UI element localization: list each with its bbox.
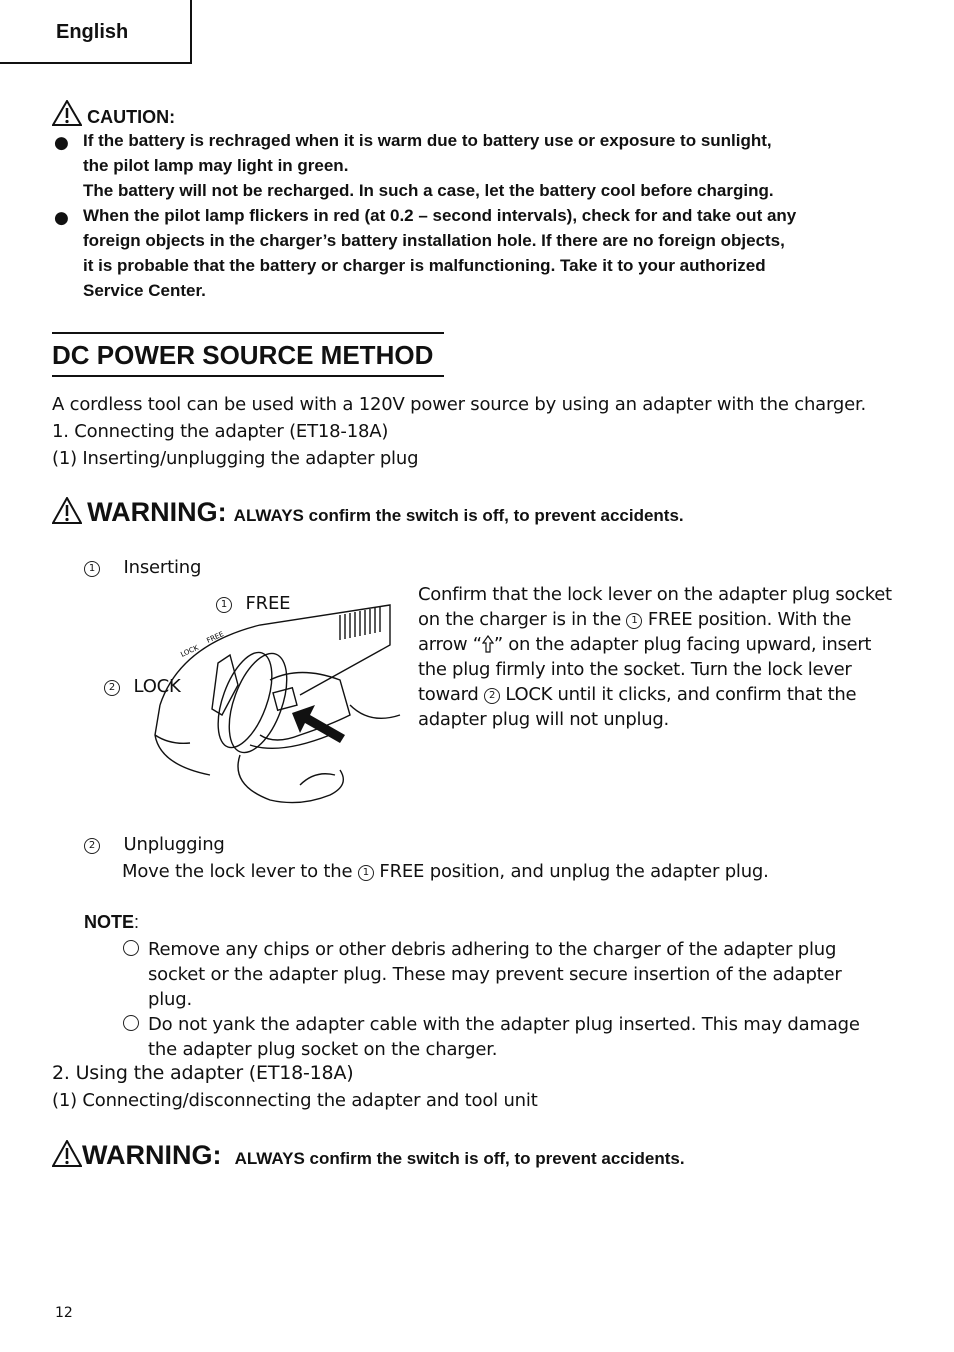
- caution-item-1: [83, 128, 918, 203]
- caution-line: The battery will not be recharged. In such a case, let the battery cool before charging.: [83, 181, 774, 200]
- note-line: the adapter plug socket on the charger.: [148, 1039, 498, 1060]
- warning-text: ALWAYS confirm the switch is off, to prevent accidents.: [234, 1149, 685, 1168]
- circled-number-2: 2: [484, 688, 500, 704]
- warning-text: ALWAYS confirm the switch is off, to prevent accidents.: [233, 506, 684, 525]
- step-1-subheading: (1) Inserting/unplugging the adapter plug: [52, 448, 419, 469]
- bullet-icon: ●: [54, 208, 69, 228]
- step-1-heading: 1. Connecting the adapter (ET18-18A): [52, 421, 389, 442]
- step-2-subheading: (1) Connecting/disconnecting the adapter and tool unit: [52, 1090, 538, 1111]
- figure-lock-callout: [104, 676, 181, 697]
- up-arrow-icon: [482, 635, 494, 653]
- inserting-label: Inserting: [123, 557, 202, 578]
- note-heading: NOTE:: [84, 912, 140, 932]
- lock-label: LOCK: [133, 676, 181, 697]
- hollow-bullet-icon: [123, 1015, 139, 1034]
- caution-line: the pilot lamp may light in green.: [83, 156, 349, 175]
- warning-triangle-icon: [52, 100, 82, 126]
- ring-free-label: FREE: [205, 630, 225, 645]
- note-item-1: [148, 937, 842, 1012]
- caution-line: When the pilot lamp flickers in red (at 0.2 – second intervals), check for and take out any: [83, 206, 797, 225]
- caution-label: CAUTION:: [87, 107, 176, 127]
- section-title: DC POWER SOURCE METHOD: [52, 332, 444, 377]
- caution-line: If the battery is rechraged when it is warm due to battery use or exposure to sunlight,: [83, 131, 772, 150]
- language-tab: [0, 0, 192, 64]
- paragraph-line: [418, 632, 914, 657]
- note-label: NOTE: [84, 912, 135, 932]
- warning-2: [52, 1140, 685, 1171]
- circled-number-1: 1: [84, 561, 100, 577]
- caution-item-2: [83, 203, 918, 303]
- text: FREE position, and unplug the adapter plug.: [373, 861, 769, 882]
- language-label: English: [56, 21, 129, 43]
- paragraph-line: [418, 682, 914, 707]
- adapter-plug-figure: [100, 585, 410, 815]
- charger-illustration: [100, 585, 410, 815]
- free-label: FREE: [245, 593, 291, 614]
- circled-number-1: 1: [358, 865, 374, 881]
- ring-lock-label: LOCK: [179, 643, 200, 659]
- page-number: 12: [55, 1305, 73, 1321]
- text: toward: [418, 684, 484, 705]
- circled-number-2: 2: [84, 838, 100, 854]
- unplugging-heading: [84, 834, 225, 855]
- text: LOCK until it clicks, and confirm that the: [499, 684, 857, 705]
- paragraph-line: [418, 607, 914, 632]
- paragraph-line: Confirm that the lock lever on the adapter plug socket: [418, 584, 892, 605]
- note-line: Do not yank the adapter cable with the adapter plug inserted. This may damage: [148, 1014, 860, 1035]
- unplugging-text: [122, 861, 769, 882]
- hollow-bullet-icon: [123, 940, 139, 959]
- note-line: plug.: [148, 989, 192, 1010]
- note-line: socket or the adapter plug. These may prevent secure insertion of the adapter: [148, 964, 842, 985]
- bullet-icon: ●: [54, 133, 69, 153]
- caution-heading: [52, 100, 175, 130]
- caution-line: foreign objects in the charger’s battery installation hole. If there are no foreign objects,: [83, 231, 785, 250]
- paragraph-line: adapter plug will not unplug.: [418, 709, 669, 730]
- warning-label: WARNING:: [87, 497, 227, 527]
- warning-1: [52, 497, 684, 528]
- note-line: Remove any chips or other debris adhering to the charger of the adapter plug: [148, 939, 837, 960]
- text: ” on the adapter plug facing upward, insert: [493, 634, 872, 655]
- circled-number-2: 2: [104, 680, 120, 696]
- figure-free-callout: [216, 593, 290, 614]
- inserting-heading: [84, 557, 201, 578]
- warning-triangle-icon: [52, 1140, 82, 1167]
- step-2-heading: 2. Using the adapter (ET18-18A): [52, 1062, 354, 1084]
- inserting-paragraph: [418, 582, 914, 732]
- paragraph-line: the plug firmly into the socket. Turn the lock lever: [418, 659, 852, 680]
- caution-line: Service Center.: [83, 281, 206, 300]
- unplugging-label: Unplugging: [123, 834, 225, 855]
- note-item-2: [148, 1012, 860, 1062]
- section-intro: A cordless tool can be used with a 120V power source by using an adapter with the charger.: [52, 394, 867, 415]
- text: on the charger is in the: [418, 609, 627, 630]
- circled-number-1: 1: [626, 613, 642, 629]
- text: FREE position. With the: [642, 609, 852, 630]
- caution-line: it is probable that the battery or charger is malfunctioning. Take it to your authorized: [83, 256, 766, 275]
- circled-number-1: 1: [216, 597, 232, 613]
- warning-label: WARNING:: [82, 1140, 222, 1170]
- warning-triangle-icon: [52, 497, 82, 524]
- text: arrow “: [418, 634, 482, 655]
- text: Move the lock lever to the: [122, 861, 358, 882]
